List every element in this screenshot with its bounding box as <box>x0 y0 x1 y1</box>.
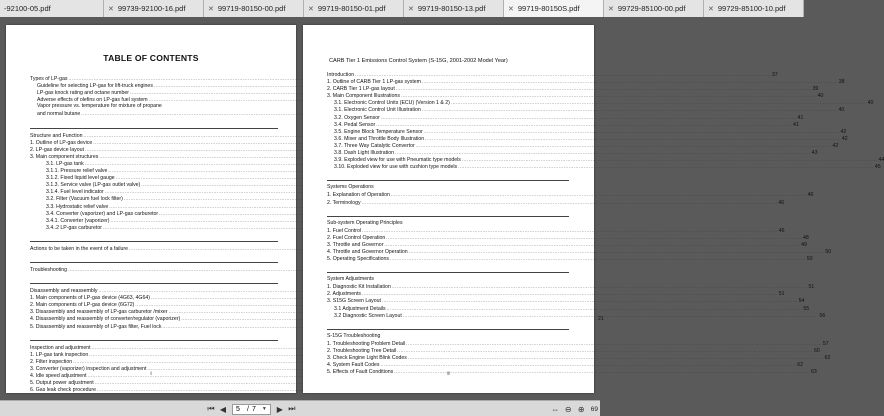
toc-entry[interactable] <box>327 333 569 340</box>
toc-entry-title: Inspection and adjustment <box>30 344 91 351</box>
toc-entry-title: 3.4..2 LP-gas carburetor <box>46 224 102 231</box>
close-icon[interactable]: ✕ <box>408 5 414 13</box>
toc-entry-title: 4. Disassembly and reassembly of converter/regulator (vaporizer) <box>30 316 181 323</box>
zoom-in-icon[interactable]: ⊕ <box>577 404 585 414</box>
toc-entry-title: 2. Troubleshooting Tree Detail <box>327 347 397 354</box>
toc-entry-title: 3. Throttle and Governor <box>327 241 384 248</box>
spacer <box>30 118 278 125</box>
toc-entry-page: 51 <box>778 291 785 298</box>
toc-entry[interactable] <box>327 340 829 347</box>
toc-entry-page: 38 <box>838 79 845 86</box>
toc-entry[interactable] <box>30 89 278 96</box>
spacer <box>30 330 278 337</box>
dot-leader <box>403 312 819 320</box>
close-icon[interactable]: ✕ <box>308 5 314 13</box>
toc-entry[interactable] <box>327 163 881 171</box>
toc-entry[interactable] <box>327 142 839 149</box>
toc-entry-page: 51 <box>808 284 815 291</box>
toc-entry-page: 41 <box>797 114 804 121</box>
toc-entry[interactable] <box>327 361 803 369</box>
tab-pdf-file[interactable] <box>604 0 704 17</box>
toc-entry-title: Introduction <box>327 72 355 78</box>
toc-entry-title: 3.10. Exploded view for use with cushion type models <box>334 164 458 171</box>
toc-entry-title: Disassembly and reassembly <box>30 288 98 295</box>
toc-entry[interactable] <box>327 220 569 227</box>
toc-entry-title: Types of LP-gas <box>30 76 68 82</box>
toc-entry-title: 1. Main components of LP-gas device (4G63, 4G64) <box>30 295 150 302</box>
dot-leader <box>390 255 806 263</box>
close-icon[interactable]: ✕ <box>608 5 614 13</box>
close-icon[interactable]: ✕ <box>508 5 514 13</box>
toc-entry[interactable] <box>327 305 810 312</box>
toc-entry-title: 3.7. Three Way Catalytic Convertor <box>334 142 415 149</box>
toc-entry[interactable] <box>30 139 278 146</box>
close-icon[interactable]: ✕ <box>208 5 214 13</box>
divider <box>327 329 569 330</box>
toc-entry[interactable] <box>327 354 831 361</box>
toc-entry-title: Sub-system Operating Principles <box>327 219 403 226</box>
page-separator: / <box>247 405 249 413</box>
toc-entry[interactable] <box>30 132 278 139</box>
divider <box>327 216 569 217</box>
tab-pdf-file[interactable] <box>104 0 204 17</box>
dot-leader <box>362 199 778 207</box>
toc-entry-title: 4. Idle speed adjustment <box>30 373 87 379</box>
toc-entry-title: 3.1.3. Service valve (LP-gas outlet valve) <box>46 182 141 189</box>
toc-entry[interactable] <box>327 121 799 128</box>
toc-entry[interactable] <box>327 234 809 241</box>
toc-entry[interactable] <box>30 379 278 386</box>
toc-entry-title: 3. S15G Screen Layout <box>327 298 381 305</box>
toc-entry[interactable] <box>327 184 569 191</box>
toc-entry[interactable] <box>30 301 278 308</box>
toc-entry-title: Adverse effects of olefins on LP-gas fuel system <box>37 97 148 104</box>
toc-entry[interactable] <box>327 156 884 164</box>
toc-entry-page: 50 <box>806 256 813 263</box>
toc-entry-page: 62 <box>824 355 831 361</box>
toc-entry-title: 3.1.4. Fuel level indicator <box>46 189 104 196</box>
toc-entry[interactable] <box>327 276 569 283</box>
toc-entry-title: 1. Fuel Control <box>327 227 362 234</box>
toc-entry-title: 4. System Fault Codes <box>327 362 380 369</box>
toc-entry[interactable] <box>30 217 278 224</box>
toc-entry-title: 4. Throttle and Governor Operation <box>327 248 408 255</box>
toc-entry[interactable] <box>30 287 278 294</box>
toc-entry[interactable] <box>30 358 278 365</box>
toc-entry[interactable] <box>327 347 820 354</box>
toc-entry-page: 60 <box>813 347 820 354</box>
fit-width-icon[interactable]: ⇔ <box>551 404 560 414</box>
toc-entry-title: 3.1. LP-gas tank <box>46 160 84 167</box>
toc-entry[interactable] <box>30 174 278 181</box>
dot-leader <box>458 163 874 171</box>
toc-entry[interactable] <box>30 146 278 153</box>
toc-entry-title: 1. Troubleshooting Problem Detail <box>327 340 406 347</box>
toc-entry[interactable] <box>327 312 826 319</box>
toc-entry-page: 43 <box>811 150 818 157</box>
toc-entry-title: 3.2 Diagnostic Screen Layout <box>334 312 402 319</box>
toc-entry[interactable] <box>30 110 278 117</box>
close-icon[interactable]: ✕ <box>708 5 714 13</box>
spacer <box>327 170 569 177</box>
tab-label: 99719-80150-13.pdf <box>417 4 486 13</box>
toc-entry-page: 63 <box>810 369 817 376</box>
toc-entry[interactable] <box>30 224 278 231</box>
toc-entry-title: 5. Disassembly and reassembly of LP-gas filter, Fuel lock <box>30 323 162 330</box>
toc-entry-title: 1. Outline of LP-gas device <box>30 139 93 146</box>
toc-entry[interactable] <box>327 114 804 121</box>
toc-entry-title: 1. Explanation of Operation <box>327 192 390 199</box>
tab-pdf-file[interactable] <box>304 0 404 17</box>
toc-entry-page: 39 <box>812 86 819 93</box>
toc-entry-page: 54 <box>798 298 805 305</box>
toc-entry[interactable] <box>30 203 278 210</box>
toc-entry-page: 57 <box>822 340 829 347</box>
toc-entry-page: 42 <box>841 135 848 142</box>
toc-entry-title: System Adjustments <box>327 276 374 283</box>
view-tools <box>549 403 600 415</box>
total-pages: 7 <box>251 405 256 413</box>
toc-entry[interactable] <box>30 82 278 89</box>
toc-entry-title: 2. CARB Tier 1 LP-gas layout <box>327 86 395 93</box>
toc-entry[interactable] <box>30 167 278 174</box>
page-selector[interactable] <box>232 404 271 415</box>
first-page-icon[interactable]: ⏮ <box>207 404 215 413</box>
toc-entry[interactable] <box>327 227 785 234</box>
zoom-out-icon[interactable]: ⊖ <box>564 404 572 414</box>
toc-entry[interactable] <box>327 135 848 142</box>
toc-entry[interactable] <box>327 149 818 157</box>
toc-entry-page: 62 <box>797 362 803 369</box>
tab-pdf-file[interactable] <box>204 0 304 17</box>
toc-entry-title: 3.1.1. Pressure relief valve <box>46 168 108 175</box>
toc-entry[interactable] <box>327 78 845 86</box>
tab-label: 99739-92100-16.pdf <box>117 4 186 13</box>
toc-entry[interactable] <box>30 195 278 202</box>
toc-entry-page: 56 <box>819 312 826 319</box>
toc-entry-title: 5. Effects of Fault Conditions <box>327 369 394 376</box>
toc-entry[interactable] <box>327 199 785 206</box>
toc-entry-title: 6. Gas leak check procedure <box>30 387 97 394</box>
status-bar <box>0 400 600 416</box>
toc-entry-title: Troubleshooting <box>30 266 68 273</box>
toc-entry[interactable] <box>327 92 824 100</box>
toc-entry[interactable] <box>30 160 278 167</box>
toc-entry-title: 3. Main component structures <box>30 153 99 160</box>
toc-entry-page: 42 <box>840 128 847 135</box>
toc-entry[interactable] <box>30 153 278 160</box>
next-page-icon[interactable]: ▶ <box>276 404 283 414</box>
prev-page-icon[interactable]: ◀ <box>219 404 227 414</box>
tab-pdf-file[interactable] <box>504 0 604 17</box>
spacer <box>30 252 278 259</box>
toc-entry[interactable] <box>327 248 832 255</box>
toc-entry-page: 45 <box>874 164 881 171</box>
toc-entry[interactable] <box>30 96 278 103</box>
toc-entry-title: 2. Fuel Control Operation <box>327 234 386 241</box>
tab-label: 99719-80150-01.pdf <box>317 4 386 13</box>
toc-entry-page: 46 <box>807 192 814 199</box>
toc-entry-page: 42 <box>832 142 839 149</box>
divider <box>327 272 569 273</box>
toc-entry-title: and normal butane <box>37 111 81 118</box>
toc-entry-title: 3.2. Oxygen Sensor <box>334 114 380 121</box>
toc-entry-title: 2. Filter inspection <box>30 358 73 365</box>
tab-label: 99719-80150S.pdf <box>517 4 580 13</box>
toc-entry-page: 40 <box>817 93 824 100</box>
toc-entry-page: 46 <box>778 227 785 234</box>
toc-entry-page: 55 <box>803 305 810 312</box>
toc-entry-title: 3.8. Dash Light Illustration <box>334 150 394 157</box>
toc-entry-page: 37 <box>771 72 778 78</box>
current-page[interactable]: 5 <box>236 405 240 413</box>
toc-entry-title: 3. Converter (vaporizer) inspection and adjustment <box>30 365 147 372</box>
divider <box>30 128 278 129</box>
toc-entry[interactable] <box>327 71 778 78</box>
toc-entry-page: 21 <box>597 316 604 323</box>
toc-entry-title: 3.4. Converter (vaporizer) and LP-gas carburetor <box>46 210 159 217</box>
toc-entry-title: LP-gas knock rating and octane number <box>37 90 129 97</box>
toc-entry-title: 5. Output power adjustment <box>30 380 94 387</box>
spacer <box>327 319 569 326</box>
tab-pdf-file[interactable] <box>0 0 104 17</box>
divider <box>30 340 278 341</box>
toc-entry-title: S-15G Troubleshooting <box>327 332 381 339</box>
toc-entry-title: 3. Main Component Illustrations <box>327 93 400 100</box>
toc-entry[interactable] <box>327 241 807 248</box>
toc-entry-title: 3.4. Pedal Sensor <box>334 121 376 128</box>
toc-entry[interactable] <box>30 351 278 358</box>
toc-entry[interactable] <box>327 106 845 114</box>
spacer <box>30 273 278 280</box>
toc-entry[interactable] <box>327 128 847 135</box>
section-title: CARB Tier 1 Emissions Control System (S-15G, 2001-2002 Model Year) <box>329 58 508 64</box>
tab-label: 99729-85100-10.pdf <box>717 4 786 13</box>
toc-entry-title: Structure and Function <box>30 132 83 139</box>
toc-entry-title: 3.1.2. Fixed liquid level gauge <box>46 175 115 182</box>
toc-entry-title: 5. Operating Specifications <box>327 256 389 263</box>
toc-entry[interactable] <box>30 344 278 351</box>
zoom-level[interactable]: 69 <box>590 405 598 413</box>
toc-entry[interactable] <box>30 75 278 82</box>
toc-entry-title: Systems Operations <box>327 184 374 191</box>
toc-entry-title: 1. Outline of CARB Tier 1 LP-gas system <box>327 79 421 86</box>
toc-entry-page: 40 <box>838 107 845 114</box>
toc-entry-title: 3.1. Electronic Control Unit Illustration <box>334 107 421 114</box>
toc-entry[interactable] <box>30 294 278 301</box>
page-title: TABLE OF CONTENTS <box>103 53 199 63</box>
toc-entry-page: 50 <box>825 248 832 255</box>
spacer <box>327 262 569 269</box>
toc-entry[interactable] <box>327 297 805 305</box>
page-navigation <box>205 403 298 415</box>
toc-entry[interactable] <box>327 255 813 263</box>
toc-entry[interactable] <box>327 191 814 199</box>
divider <box>30 262 278 263</box>
toc-entry[interactable] <box>30 210 278 217</box>
toc-entry[interactable] <box>327 283 815 291</box>
toc-entry-title: 3.5. Engine Block Temperature Sensor <box>334 128 423 135</box>
toc-entry[interactable] <box>327 85 819 93</box>
toc-entry[interactable] <box>30 266 278 273</box>
toc-entry-page: 40 <box>867 100 874 107</box>
tab-label: -92100-05.pdf <box>4 4 51 13</box>
close-icon[interactable]: ✕ <box>108 5 114 13</box>
toc-entry-page: 48 <box>802 234 809 241</box>
toc-entry[interactable] <box>327 290 785 298</box>
toc-entry-page: 41 <box>792 121 799 128</box>
tab-label: 99729-85100-00.pdf <box>617 4 686 13</box>
toc-entry[interactable] <box>30 308 278 315</box>
toc-entry-page: 49 <box>801 241 807 248</box>
toc-entry-title: 1. Diagnostic Kit Installation <box>327 284 391 291</box>
tab-pdf-file[interactable] <box>404 0 504 17</box>
toc-entry-title: Vapor pressure vs. temperature for mixture of propane <box>37 103 162 110</box>
divider <box>30 241 278 242</box>
toc-entry-title: 2. Terminology <box>327 199 361 206</box>
toc-entry-title: 2. Adjustments <box>327 291 362 298</box>
toc-entry-title: 2. Main components of LP-gas device (6G72) <box>30 302 135 309</box>
divider <box>327 180 569 181</box>
page-number: ii <box>447 370 450 377</box>
toc-entry[interactable] <box>30 188 278 195</box>
toc-entry-title: 1. LP-gas tank inspection <box>30 351 89 358</box>
tab-bar <box>0 0 786 17</box>
toc-entry-title: 3.1 Adjustment Details <box>334 305 386 312</box>
divider <box>30 283 278 284</box>
toc-entry-title: 3.3. Hydrostatic relief valve <box>46 203 109 210</box>
toc-entry[interactable] <box>30 181 278 188</box>
toc-entry-title: 3. Disassembly and reassembly of LP-gas carburetor /mixer <box>30 309 168 316</box>
toc-entry-title: 3.6. Mixer and Throttle Body Illustration <box>334 135 425 142</box>
toc-entry-title: 3.9. Exploded view for use with Pneumatic type models <box>334 157 461 164</box>
page-number: i <box>150 370 152 377</box>
toc-entry-title: 3. Check Engine Light Blink Codes <box>327 355 407 361</box>
spacer <box>30 231 278 238</box>
toc-entry-title: 3.1. Electronic Control Units (ECU) (Version 1 & 2) <box>334 100 450 107</box>
tab-pdf-file[interactable] <box>704 0 804 17</box>
toc-entry-page: 44 <box>878 157 884 164</box>
toc-entry[interactable] <box>30 323 278 330</box>
last-page-icon[interactable]: ⏭ <box>288 404 296 413</box>
toc-entry[interactable] <box>30 245 278 252</box>
chevron-down-icon[interactable]: ▼ <box>261 406 267 412</box>
toc-entry-page: 46 <box>778 199 785 206</box>
toc-entry-title: 3.2. Filter (Vacuum fuel lock filter) <box>46 196 123 203</box>
toc-entry[interactable] <box>30 103 278 110</box>
toc-entry-title: 2. LP-gas device layout <box>30 146 84 153</box>
document-viewer[interactable] <box>0 18 884 400</box>
toc-entry[interactable] <box>30 386 278 393</box>
toc-entry[interactable] <box>327 99 874 107</box>
toc-entry-title: Guideline for selecting LP-gas for lift-truck engines <box>37 83 153 90</box>
toc-entry-title: Actions to be taken in the event of a failure <box>30 245 129 252</box>
toc-entry-title: 3.4.1. Converter (vaporizer) <box>46 217 110 224</box>
spacer <box>327 206 569 213</box>
tab-label: 99719-80150-00.pdf <box>217 4 286 13</box>
